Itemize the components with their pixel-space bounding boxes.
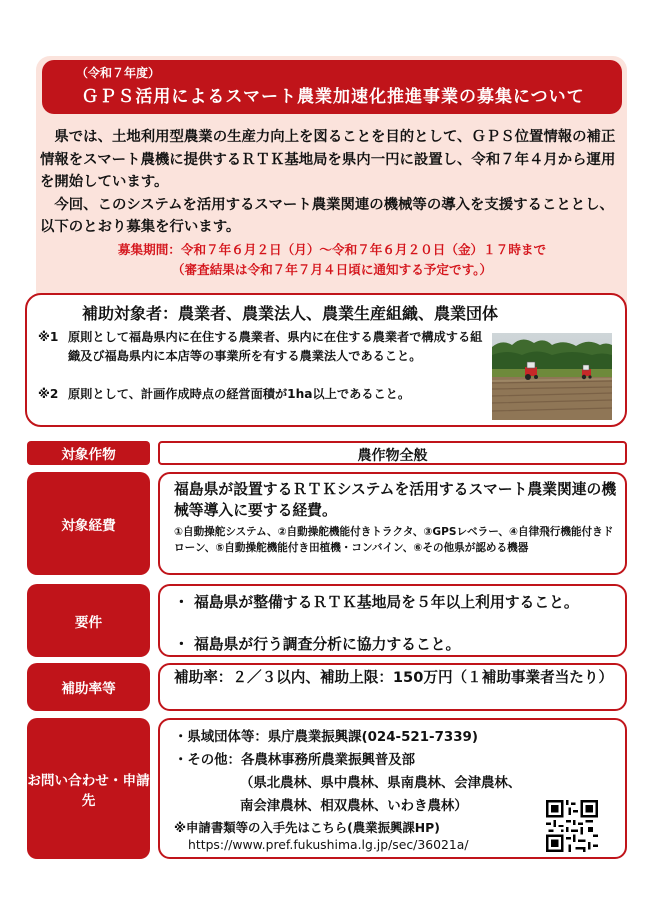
requirement-bullet: ・: [174, 636, 189, 653]
crop-value-cell: [158, 441, 627, 465]
qr-code-icon[interactable]: [546, 800, 598, 852]
eligibility-note-2: [38, 385, 498, 404]
note-1-text: 原則として福島県内に在住する農業者、県内に在住する農業者で構成する組織及び福島県内に本店等の事業所を有する農業法人であること。: [68, 330, 483, 363]
requirements-cell: [158, 584, 627, 657]
contact-offices-2: 南会津農林、相双農林、いわき農林）: [240, 799, 468, 814]
intro-text: [40, 126, 624, 239]
contact-other: ・その他：各農林事務所農業振興普及部: [174, 753, 416, 768]
cost-main-text: 福島県が設置するＲＴＫシステムを活用するスマート農業関連の機械等導入に要する経費。: [174, 481, 617, 519]
contact-offices-1: （県北農林、県中農林、県南農林、会津農林、: [240, 776, 522, 791]
contact-url[interactable]: https://www.pref.fukushima.lg.jp/sec/36021a/: [188, 837, 469, 852]
period-line: 募集期間：令和７年６月２日（月）～令和７年６月２０日（金）１７時まで: [117, 242, 547, 257]
requirement-2: [174, 634, 620, 655]
contact-label: お問い合わせ・申請先: [27, 718, 150, 859]
note-2-text: 原則として、計画作成時点の経営面積が1ha以上であること。: [68, 387, 411, 401]
note-2-mark: ※2: [38, 387, 59, 401]
crop-value: 農作物全般: [357, 448, 428, 464]
requirement-1: [174, 592, 620, 613]
contact-prefecture: ・県域団体等：県庁農業振興課(024-521-7339): [174, 730, 478, 745]
page-title: ＧＰＳ活用によるスマート農業加速化推進事業の募集について: [81, 87, 585, 107]
requirement-2-text: 福島県が行う調査分析に協力すること。: [194, 636, 461, 653]
cost-label: 対象経費: [27, 472, 150, 575]
title-bar: [42, 60, 622, 114]
eligibility-note-1: [38, 328, 490, 366]
result-line: （審査結果は令和７年７月４日頃に通知する予定です。）: [171, 262, 493, 277]
contact-documents-note: ※申請書類等の入手先はこちら(農業振興課HP): [174, 820, 440, 835]
intro-paragraph-2: 今回、このシステムを活用するスマート農業関連の機械等の導入を支援することとし、以下のとおり募集を行います。: [40, 196, 614, 235]
subsidy-rate-label: 補助率等: [27, 663, 150, 711]
subsidy-rate-text: 補助率：２／３以内、補助上限：150万円（１補助事業者当たり）: [174, 669, 614, 686]
cost-equipment-list: ①自動操舵システム、②自動操舵機能付きトラクタ、③GPSレベラー、④自律飛行機能付きドローン、⑤自動操舵機能付き田植機・コンバイン、⑥その他県が認める機器: [174, 526, 614, 554]
requirements-label: 要件: [27, 584, 150, 657]
note-1-mark: ※1: [38, 330, 59, 344]
intro-paragraph-1: 県では、土地利用型農業の生産力向上を図ることを目的として、ＧＰＳ位置情報の補正情報をスマート農機に提供するＲＴＫ基地局を県内一円に設置し、令和７年４月から運用を開始しています。: [40, 129, 616, 190]
cost-value-cell: [158, 472, 627, 575]
subsidy-rate-cell: [158, 663, 627, 711]
application-period: [40, 240, 624, 280]
crop-label: 対象作物: [27, 441, 150, 465]
tractor-field-photo: [492, 333, 612, 420]
requirement-bullet: ・: [174, 594, 189, 611]
title-year: （令和７年度）: [76, 66, 161, 80]
eligibility-heading: 補助対象者：農業者、農業法人、農業生産組織、農業団体: [82, 304, 499, 323]
requirement-1-text: 福島県が整備するＲＴＫ基地局を５年以上利用すること。: [194, 594, 579, 611]
